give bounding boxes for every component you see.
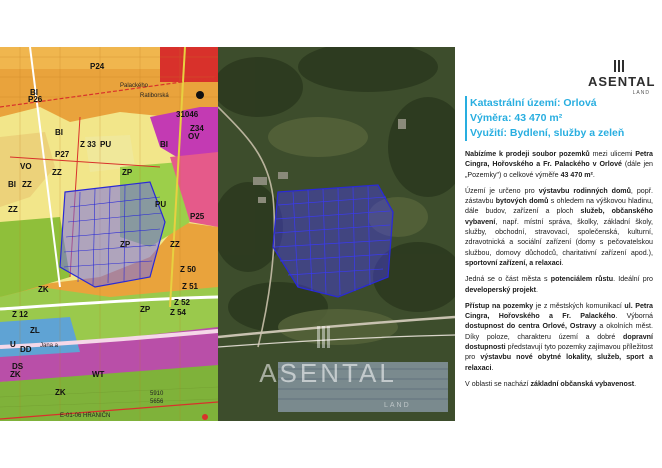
watermark-logo-icon — [315, 326, 331, 348]
zone-label: Z 33 — [80, 140, 97, 149]
description-text — [465, 149, 653, 389]
cadastre-label: Katastrální území: — [470, 97, 561, 109]
street-label: Jana a — [40, 343, 59, 349]
description-paragraph — [465, 274, 653, 295]
zone-label: ZK — [38, 285, 49, 294]
street-label: 5910 — [150, 391, 164, 397]
zone-label: WT — [92, 370, 105, 379]
paragraph-text-run: V oblasti se nachází — [465, 379, 531, 388]
zone-label: ZZ — [170, 240, 180, 249]
zone-label: ZK — [55, 388, 66, 397]
zone-label: OV — [188, 132, 200, 141]
area-value: 43 470 m² — [514, 112, 563, 124]
zone-label: BI — [30, 88, 38, 97]
zone-label: Z 12 — [12, 310, 29, 319]
paragraph-text-run: Přístup na pozemky — [465, 301, 534, 310]
use-value: Bydlení, služby a zeleň — [509, 127, 625, 139]
paragraph-text-run: developerský projekt — [465, 285, 536, 294]
brand-logo — [588, 60, 656, 96]
parcel-outline-left — [60, 182, 165, 287]
paragraph-text-run: základní občanská vybavenost — [530, 379, 635, 388]
cadastre-line — [470, 96, 653, 111]
area-label: Výměra: — [470, 112, 512, 124]
zone-label: PU — [155, 200, 167, 209]
paragraph-text-run: 43 470 m² — [560, 170, 593, 179]
watermark-subtext: LAND — [384, 402, 411, 409]
zone-label: P25 — [190, 212, 205, 221]
area-line — [470, 111, 653, 126]
paragraph-text-run: je z městských komunikací — [533, 301, 625, 310]
zone-label: ZK — [10, 370, 21, 379]
zone-label: P24 — [90, 62, 105, 71]
paragraph-text-run: výstavbu nové obytné lokality, služeb, sport a relaxaci — [465, 353, 653, 372]
zone-label: VO — [20, 162, 32, 171]
zone-label: ZZ — [22, 180, 32, 189]
paragraph-text-run: Nabízíme k prodeji soubor pozemků — [465, 150, 590, 158]
paragraph-text-run: potenciálem růstu — [550, 275, 614, 284]
zoning-plan-map — [0, 47, 218, 421]
zone-label: Z 52 — [174, 298, 191, 307]
use-label: Využití: — [470, 127, 507, 139]
zone-label: ZP — [120, 240, 131, 249]
zone-label: ZL — [30, 326, 40, 335]
paragraph-text-run: , popř. zástavbu — [465, 186, 653, 206]
zone-label: Z 54 — [170, 308, 187, 317]
property-summary — [465, 96, 653, 141]
watermark-text: ASENTAL — [259, 358, 397, 388]
paragraph-text-run: dopravní dostupnosti — [465, 332, 653, 352]
zone-label: Z 50 — [180, 265, 197, 274]
paragraph-text-run: s ohledem na výškovou hladinu, dále budov, zařízení a ploch — [465, 197, 654, 216]
zone-label: U — [10, 340, 16, 349]
cadastre-value: Orlová — [563, 97, 597, 109]
zone-label: ZP — [140, 305, 151, 314]
zoning-plan-graphic — [0, 47, 218, 421]
paragraph-text-run: Území je určeno pro — [465, 186, 539, 195]
description-paragraph — [465, 379, 653, 389]
paragraph-text-run: . — [491, 363, 494, 372]
paragraph-text-run: . — [634, 379, 637, 388]
paragraph-text-run: . — [561, 258, 564, 267]
paragraph-text-run: . — [535, 285, 538, 294]
paragraph-text-run: sportovní zařízení, a relaxaci — [465, 258, 562, 267]
zone-label: ZZ — [52, 168, 62, 177]
description-paragraph — [465, 149, 653, 180]
paragraph-text-run: služeb, občanského vybavení — [465, 207, 653, 226]
parcel-number-label: 31046 — [176, 110, 199, 119]
description-paragraph — [465, 186, 653, 268]
brand-subname: LAND — [632, 90, 650, 96]
description-paragraph — [465, 301, 653, 373]
zone-label: Z34 — [190, 124, 204, 133]
paragraph-text-run: mezi ulicemi — [589, 150, 636, 158]
zone-label: BI — [160, 140, 168, 149]
zone-label: P27 — [55, 150, 70, 159]
paragraph-text-run: . Výborná — [615, 312, 653, 321]
paragraph-text-run: ul. Petra Cingra, Hořovského a Fr. Palackého — [465, 301, 653, 321]
paragraph-text-run: dostupnost do centra Orlové, Ostravy — [465, 322, 597, 331]
zone-label: P26 — [28, 95, 43, 104]
paragraph-text-run: . Ideální pro — [613, 275, 654, 284]
paragraph-text-run: představují tyto pozemky zajímavou příležitost pro — [465, 343, 653, 362]
brand-name: ASENTAL — [588, 74, 656, 89]
paragraph-text-run: výstavbu rodinných domů — [538, 186, 631, 195]
paragraph-text-run: Jedná se o část města s — [465, 275, 551, 284]
zone-label: PU — [100, 140, 112, 149]
street-label: Palackého — [120, 83, 149, 89]
zone-label: DD — [20, 345, 32, 354]
paragraph-text-run: bytových domů — [495, 197, 549, 206]
zone-label: ZZ — [8, 205, 18, 214]
use-line — [470, 126, 653, 141]
paragraph-text-run: , např. místní správa, školky, základní školy, služby, obchodní, stravovací, společenská, kulturní, zdravotnická a sociální zařízení (domy s pečovatelskou službou, domovy důchodců, charitativní zařízení apod.), — [465, 217, 653, 257]
zone-label: Z 51 — [182, 282, 199, 291]
paragraph-text-run: a okolních měst. Díky poloze, charakteru území a dobré — [465, 322, 654, 341]
paragraph-text-run: Petra Cingra, Hořovského a Fr. Palackého v Orlové — [465, 150, 653, 169]
street-label: 5656 — [150, 399, 164, 405]
zone-label: ZP — [122, 168, 133, 177]
street-label: Ratiborská — [140, 93, 169, 99]
paragraph-text-run: (dále jen „Pozemky") o celkové výměře — [465, 160, 654, 179]
map-sheet-label: E-01-06 HRANIČN — [60, 413, 111, 419]
zone-label: DS — [12, 362, 24, 371]
property-info-panel — [465, 96, 653, 395]
brand-logo-icon — [613, 60, 625, 72]
zone-label: BI — [8, 180, 16, 189]
zone-label: BI — [55, 128, 63, 137]
paragraph-text-run: . — [592, 170, 595, 179]
